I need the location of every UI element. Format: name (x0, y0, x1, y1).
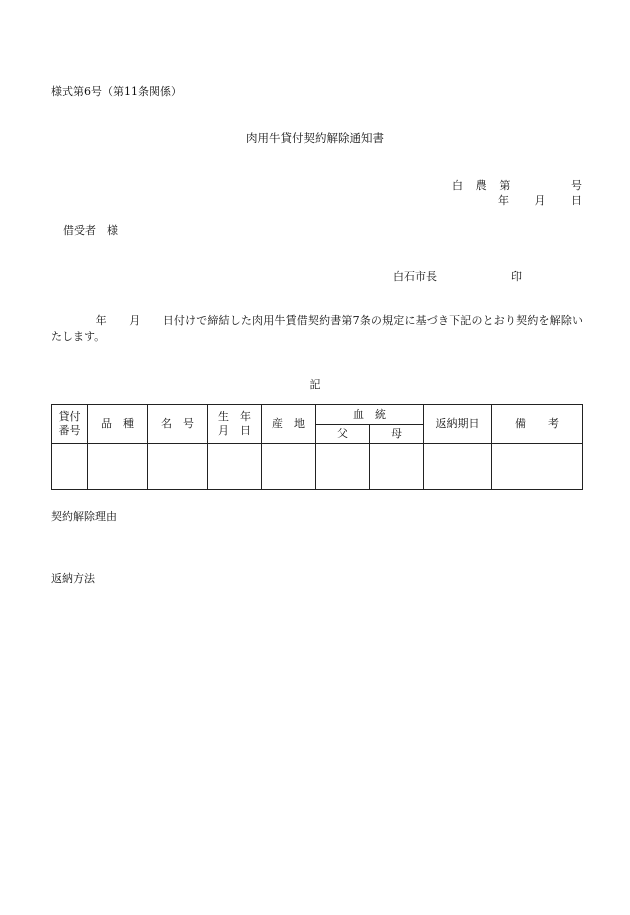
table-cell (148, 444, 208, 490)
table-cell (262, 444, 316, 490)
date-year: 年 (498, 194, 509, 207)
reference-part: 号 (570, 179, 582, 192)
date-month: 月 (534, 194, 546, 207)
livestock-table (51, 404, 583, 490)
header-loan-number (52, 405, 88, 444)
reference-part: 第 (499, 179, 511, 192)
reference-part: 白 (452, 179, 463, 192)
issue-date (498, 192, 582, 208)
table-cell (88, 444, 148, 490)
header-father: 父 (316, 425, 370, 444)
header-mother: 母 (370, 425, 424, 444)
header-text: 生 年 (218, 410, 251, 423)
date-day: 日 (571, 194, 582, 207)
table-cell (424, 444, 492, 490)
header-breed: 品 種 (88, 405, 148, 444)
header-origin: 産 地 (262, 405, 316, 444)
table-cell (316, 444, 370, 490)
header-text: 月 日 (218, 424, 251, 437)
header-remarks: 備 考 (492, 405, 583, 444)
header-lineage: 血 統 (316, 405, 424, 425)
seal-mark: 印 (511, 270, 522, 283)
table-cell (492, 444, 583, 490)
header-text: 番号 (58, 424, 81, 437)
form-number: 様式第6号（第11条関係） (51, 85, 182, 98)
header-text: 貸付 (58, 410, 81, 423)
document-title: 肉用牛貸付契約解除通知書 (246, 131, 384, 145)
addressee: 借受者 様 (63, 224, 118, 237)
header-birth-date (208, 405, 262, 444)
table-row (52, 444, 583, 490)
return-method-label: 返納方法 (51, 572, 95, 585)
ki-heading: 記 (309, 378, 321, 391)
termination-reason-label: 契約解除理由 (51, 510, 117, 523)
reference-number (452, 177, 582, 193)
reference-part: 農 (475, 179, 487, 192)
issuer-name: 白石市長 (393, 270, 437, 283)
header-name: 名 号 (148, 405, 208, 444)
table-cell (370, 444, 424, 490)
table-cell (52, 444, 88, 490)
header-return-date: 返納期日 (424, 405, 492, 444)
table-cell (208, 444, 262, 490)
notice-body: 年 月 日付けで締結した肉用牛賃借契約書第7条の規定に基づき下記のとおり契約を解除いたします。 (51, 314, 583, 343)
